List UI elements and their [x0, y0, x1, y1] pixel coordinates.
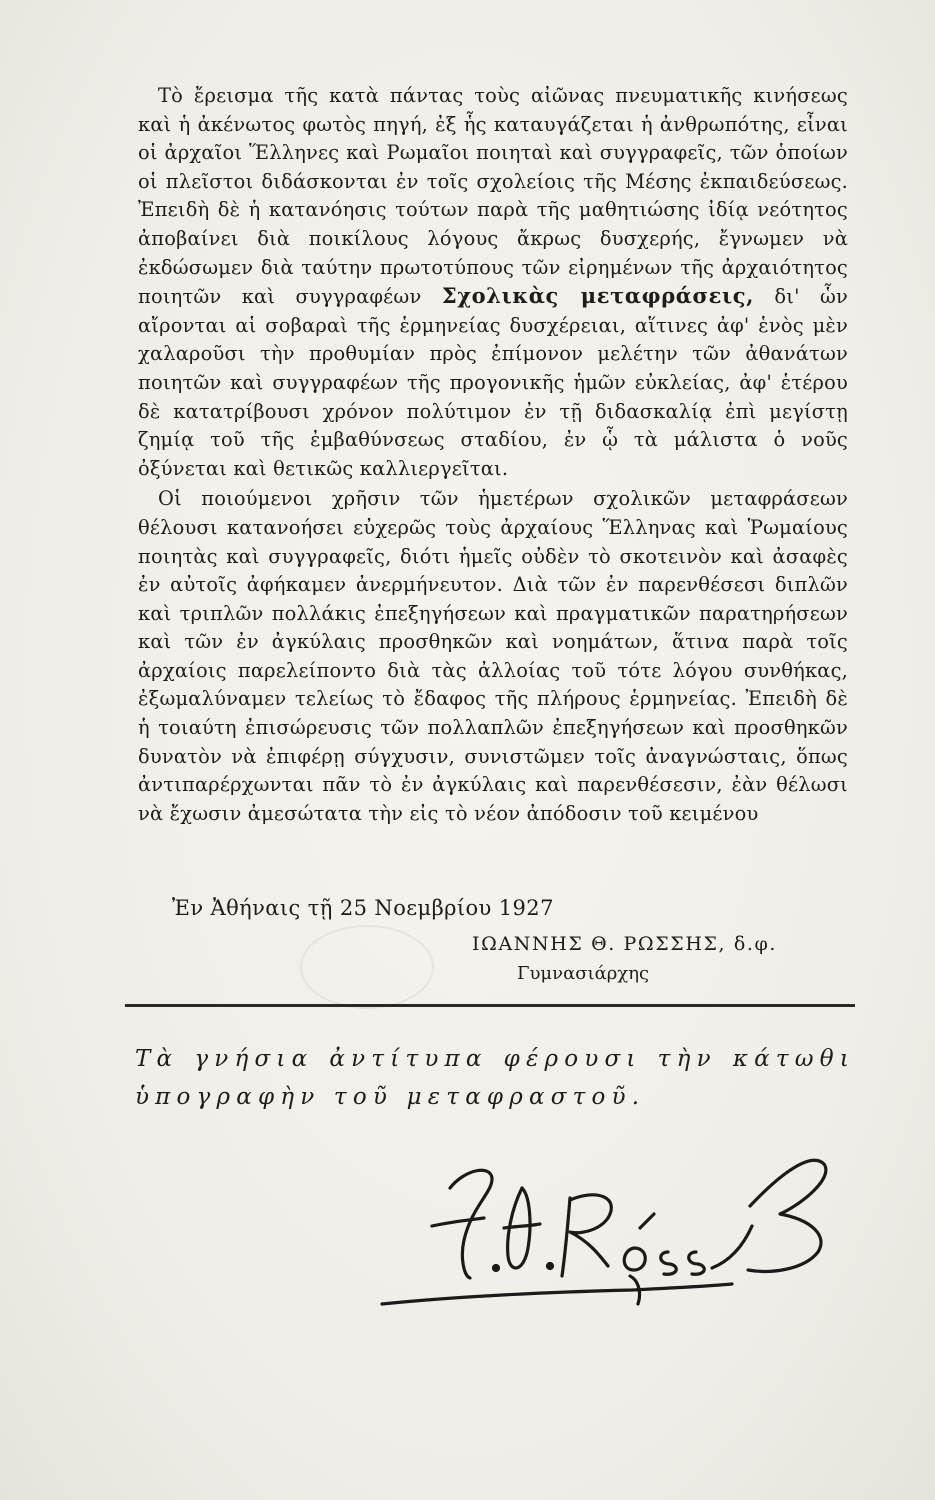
handwritten-signature — [372, 1148, 842, 1318]
preface-paragraph-2: Οἱ ποιούμενοι χρῆσιν τῶν ἡμετέρων σχολικῶν μεταφράσεων θέλουσι κατανοήσει εὐχερῶς τοὺς ἀρχαίους Ἕλληνας καὶ Ῥωμαίους ποιητὰς καὶ συγγραφεῖς, διότι ἡμεῖς οὐδὲν τὸ σκοτεινὸν καὶ ἀσαφὲς ἐν αὐτοῖς ἀφήκαμεν ἀνερμήνευτον. Διὰ τῶν ἐν παρενθέσεσι διπλῶν καὶ τριπλῶν πολλάκις ἐπεξηγήσεων καὶ πραγματικῶν παρατηρήσεων καὶ τῶν ἐν ἀγκύλαις προσθηκῶν καὶ νοημάτων, ἅτινα παρὰ τοῖς ἀρχαίοις παρελείποντο διὰ τὰς ἀλλοίας τοῦ τότε λόγου συνθήκας, ἐξωμαλύναμεν τελείως τὸ ἔδαφος τῆς πλήρους ἑρμηνείας. Ἐπειδὴ δὲ ἡ τοιαύτη ἐπισώρευσις τῶν πολλαπλῶν ἐπεξηγήσεων καὶ προσθηκῶν δυνατὸν νὰ ἐπιφέρῃ σύγχυσιν, συνιστῶμεν τοῖς ἀναγνώσταις, ὅπως ἀντιπαρέρχωνται πᾶν τὸ ἐν ἀγκύλαις καὶ παρενθέσεσιν, ἐὰν θέλωσι νὰ ἔχωσιν ἀμεσώτατα τὴν εἰς τὸ νέον ἀπόδοσιν τοῦ κειμένου — [138, 487, 848, 825]
dateline: Ἐν Ἀθήναις τῇ 25 Νοεμβρίου 1927 — [172, 896, 554, 920]
faded-stamp-mark — [300, 925, 434, 1009]
authenticity-note: Τὰ γνήσια ἀντίτυπα φέρουσι τὴν κάτωθι ὑπογραφὴν τοῦ μεταφραστοῦ. — [135, 1046, 855, 1110]
school-translations-phrase: Σχολικὰς μεταφράσεις, — [441, 283, 755, 309]
signer-title: Γυμνασιάρχης — [517, 963, 650, 984]
preface-p1-text-b: δι' ὧν αἴρονται αἱ σοβαραὶ τῆς ἑρμηνείας δυσχέρειαι, αἵτινες ἀφ' ἑνὸς μὲν χαλαροῦσι τὴν προθυμίαν πρὸς ἐπίμονον μελέτην τῶν ἀθανάτων ποιητῶν καὶ συγγραφέων τῆς προγονικῆς ἡμῶν εὐκλείας, ἀφ' ἑτέρου δὲ κατατρίβουσι χρόνον πολύτιμον ἐν τῇ διδασκαλίᾳ ἐπὶ μεγίστῃ ζημίᾳ τοῦ τῆς ἐμβαθύνσεως σταδίου, ἐν ᾧ τὰ μάλιστα ὁ νοῦς ὀξύνεται καὶ θετικῶς καλλιεργεῖται. — [138, 285, 848, 480]
preface-text — [138, 82, 848, 828]
horizontal-divider — [125, 1004, 855, 1007]
preface-p1-text-a: Τὸ ἔρεισμα τῆς κατὰ πάντας τοὺς αἰῶνας πνευματικῆς κινήσεως καὶ ἡ ἀκένωτος φωτὸς πηγή, ἐξ ἧς καταυγάζεται ἡ ἀνθρωπότης, εἶναι οἱ ἀρχαῖοι Ἕλληνες καὶ Ρωμαῖοι ποιηταὶ καὶ συγγραφεῖς, τῶν ὁποίων οἱ πλεῖστοι διδάσκονται ἐν τοῖς σχολείοις τῆς Μέσης ἐκπαιδεύσεως. Ἐπειδὴ δὲ ἡ κατανόησις τούτων παρὰ τῆς μαθητιώσης ἰδίᾳ νεότητος ἀποβαίνει διὰ ποικίλους λόγους ἄκρως δυσχερής, ἔγνωμεν νὰ ἐκδώσωμεν διὰ ταύτην πρωτοτύπους τῶν εἰρημένων τῆς ἀρχαιότητος ποιητῶν καὶ συγγραφέων — [138, 84, 848, 309]
signer-name: ΙΩΑΝΝΗΣ Θ. ΡΩΣΣΗΣ, δ.φ. — [472, 933, 778, 955]
preface-paragraph-1 — [138, 82, 848, 483]
